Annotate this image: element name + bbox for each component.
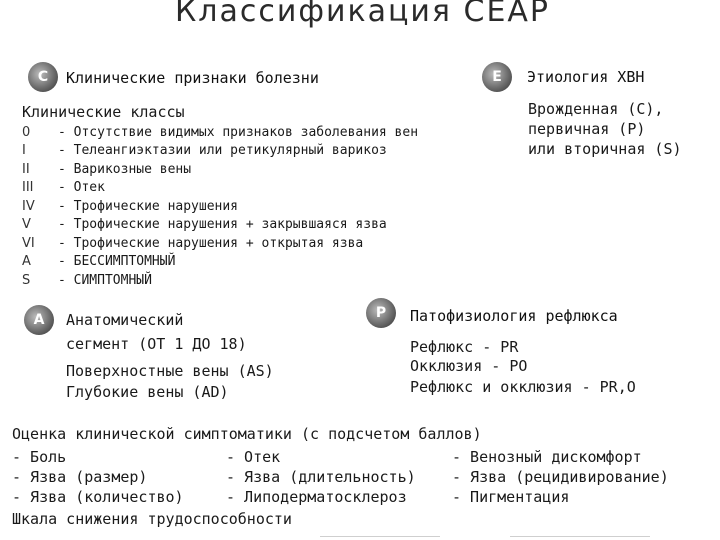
class-description: - Варикозные вены: [58, 161, 192, 177]
assessment-item: - Язва (длительность): [226, 468, 416, 486]
class-code: IV: [22, 198, 35, 214]
list-item: [22, 179, 418, 198]
list-item: [22, 123, 418, 142]
class-code: II: [22, 161, 30, 177]
etiology-heading: Этиология ХВН: [527, 68, 645, 86]
class-code: III: [22, 180, 34, 196]
list-item: [22, 253, 418, 272]
list-item: [22, 160, 418, 179]
assessment-item: - Пигментация: [452, 488, 570, 506]
etiology-line: или вторичная (S): [528, 140, 682, 158]
anatomy-line: Поверхностные вены (AS): [66, 362, 274, 380]
clinical-badge-icon: C: [28, 62, 58, 92]
etiology-badge-icon: E: [482, 62, 512, 92]
clinical-classes-heading: Клинические классы: [22, 103, 185, 121]
class-description: - Отек: [58, 180, 105, 196]
class-description: - Трофические нарушения: [58, 198, 239, 214]
class-description: - Телеангиэктазии или ретикулярный варикоз: [58, 143, 387, 159]
class-code: S: [22, 272, 31, 288]
assessment-item: - Отек: [226, 448, 281, 466]
list-item: [22, 271, 418, 290]
assessment-item: - Венозный дискомфорт: [452, 448, 642, 466]
divider: [510, 536, 650, 537]
anatomy-badge-icon: A: [24, 305, 54, 335]
clinical-classes-list: [22, 123, 418, 290]
pathophysiology-line: Рефлюкс и окклюзия - PR,O: [410, 378, 636, 396]
assessment-item: - Язва (размер): [12, 468, 148, 486]
assessment-item: - Язва (рецидивирование): [452, 468, 669, 486]
class-code: VI: [22, 235, 35, 251]
page-title: Классификация CEAP: [175, 0, 551, 29]
etiology-line: первичная (P): [528, 120, 646, 138]
assessment-item: - Язва (количество): [12, 488, 184, 506]
pathophysiology-heading: Патофизиология рефлюкса: [410, 307, 618, 325]
assessment-heading: Оценка клинической симптоматики (с подсчетом баллов): [12, 425, 482, 443]
assessment-item: - Боль: [12, 448, 67, 466]
class-code: 0: [22, 124, 31, 140]
etiology-line: Врожденная (C),: [528, 100, 664, 118]
anatomy-heading: Анатомический: [66, 311, 184, 329]
assessment-footer: Шкала снижения трудоспособности: [12, 510, 292, 528]
class-code: I: [22, 143, 26, 159]
class-code: V: [22, 217, 31, 233]
class-description: - Трофические нарушения + закрывшаяся язва: [58, 217, 387, 233]
pathophysiology-badge-icon: P: [366, 298, 396, 328]
pathophysiology-line: Рефлюкс - PR: [410, 338, 519, 356]
pathophysiology-line: Окклюзия - PO: [410, 357, 528, 375]
anatomy-segment: сегмент (ОТ 1 ДО 18): [66, 335, 247, 353]
class-code: A: [22, 254, 31, 270]
assessment-item: - Липодерматосклероз: [226, 488, 407, 506]
class-description: - Трофические нарушения + открытая язва: [58, 235, 364, 251]
divider: [320, 536, 440, 537]
class-description: - БЕССИМПТОМНЫЙ: [58, 254, 176, 270]
anatomy-line: Глубокие вены (AD): [66, 383, 229, 401]
list-item: [22, 216, 418, 235]
clinical-heading: Клинические признаки болезни: [66, 69, 319, 87]
class-description: - Отсутствие видимых признаков заболевания вен: [58, 124, 419, 140]
list-item: [22, 197, 418, 216]
class-description: - СИМПТОМНЫЙ: [58, 272, 152, 288]
list-item: [22, 234, 418, 253]
list-item: [22, 142, 418, 161]
